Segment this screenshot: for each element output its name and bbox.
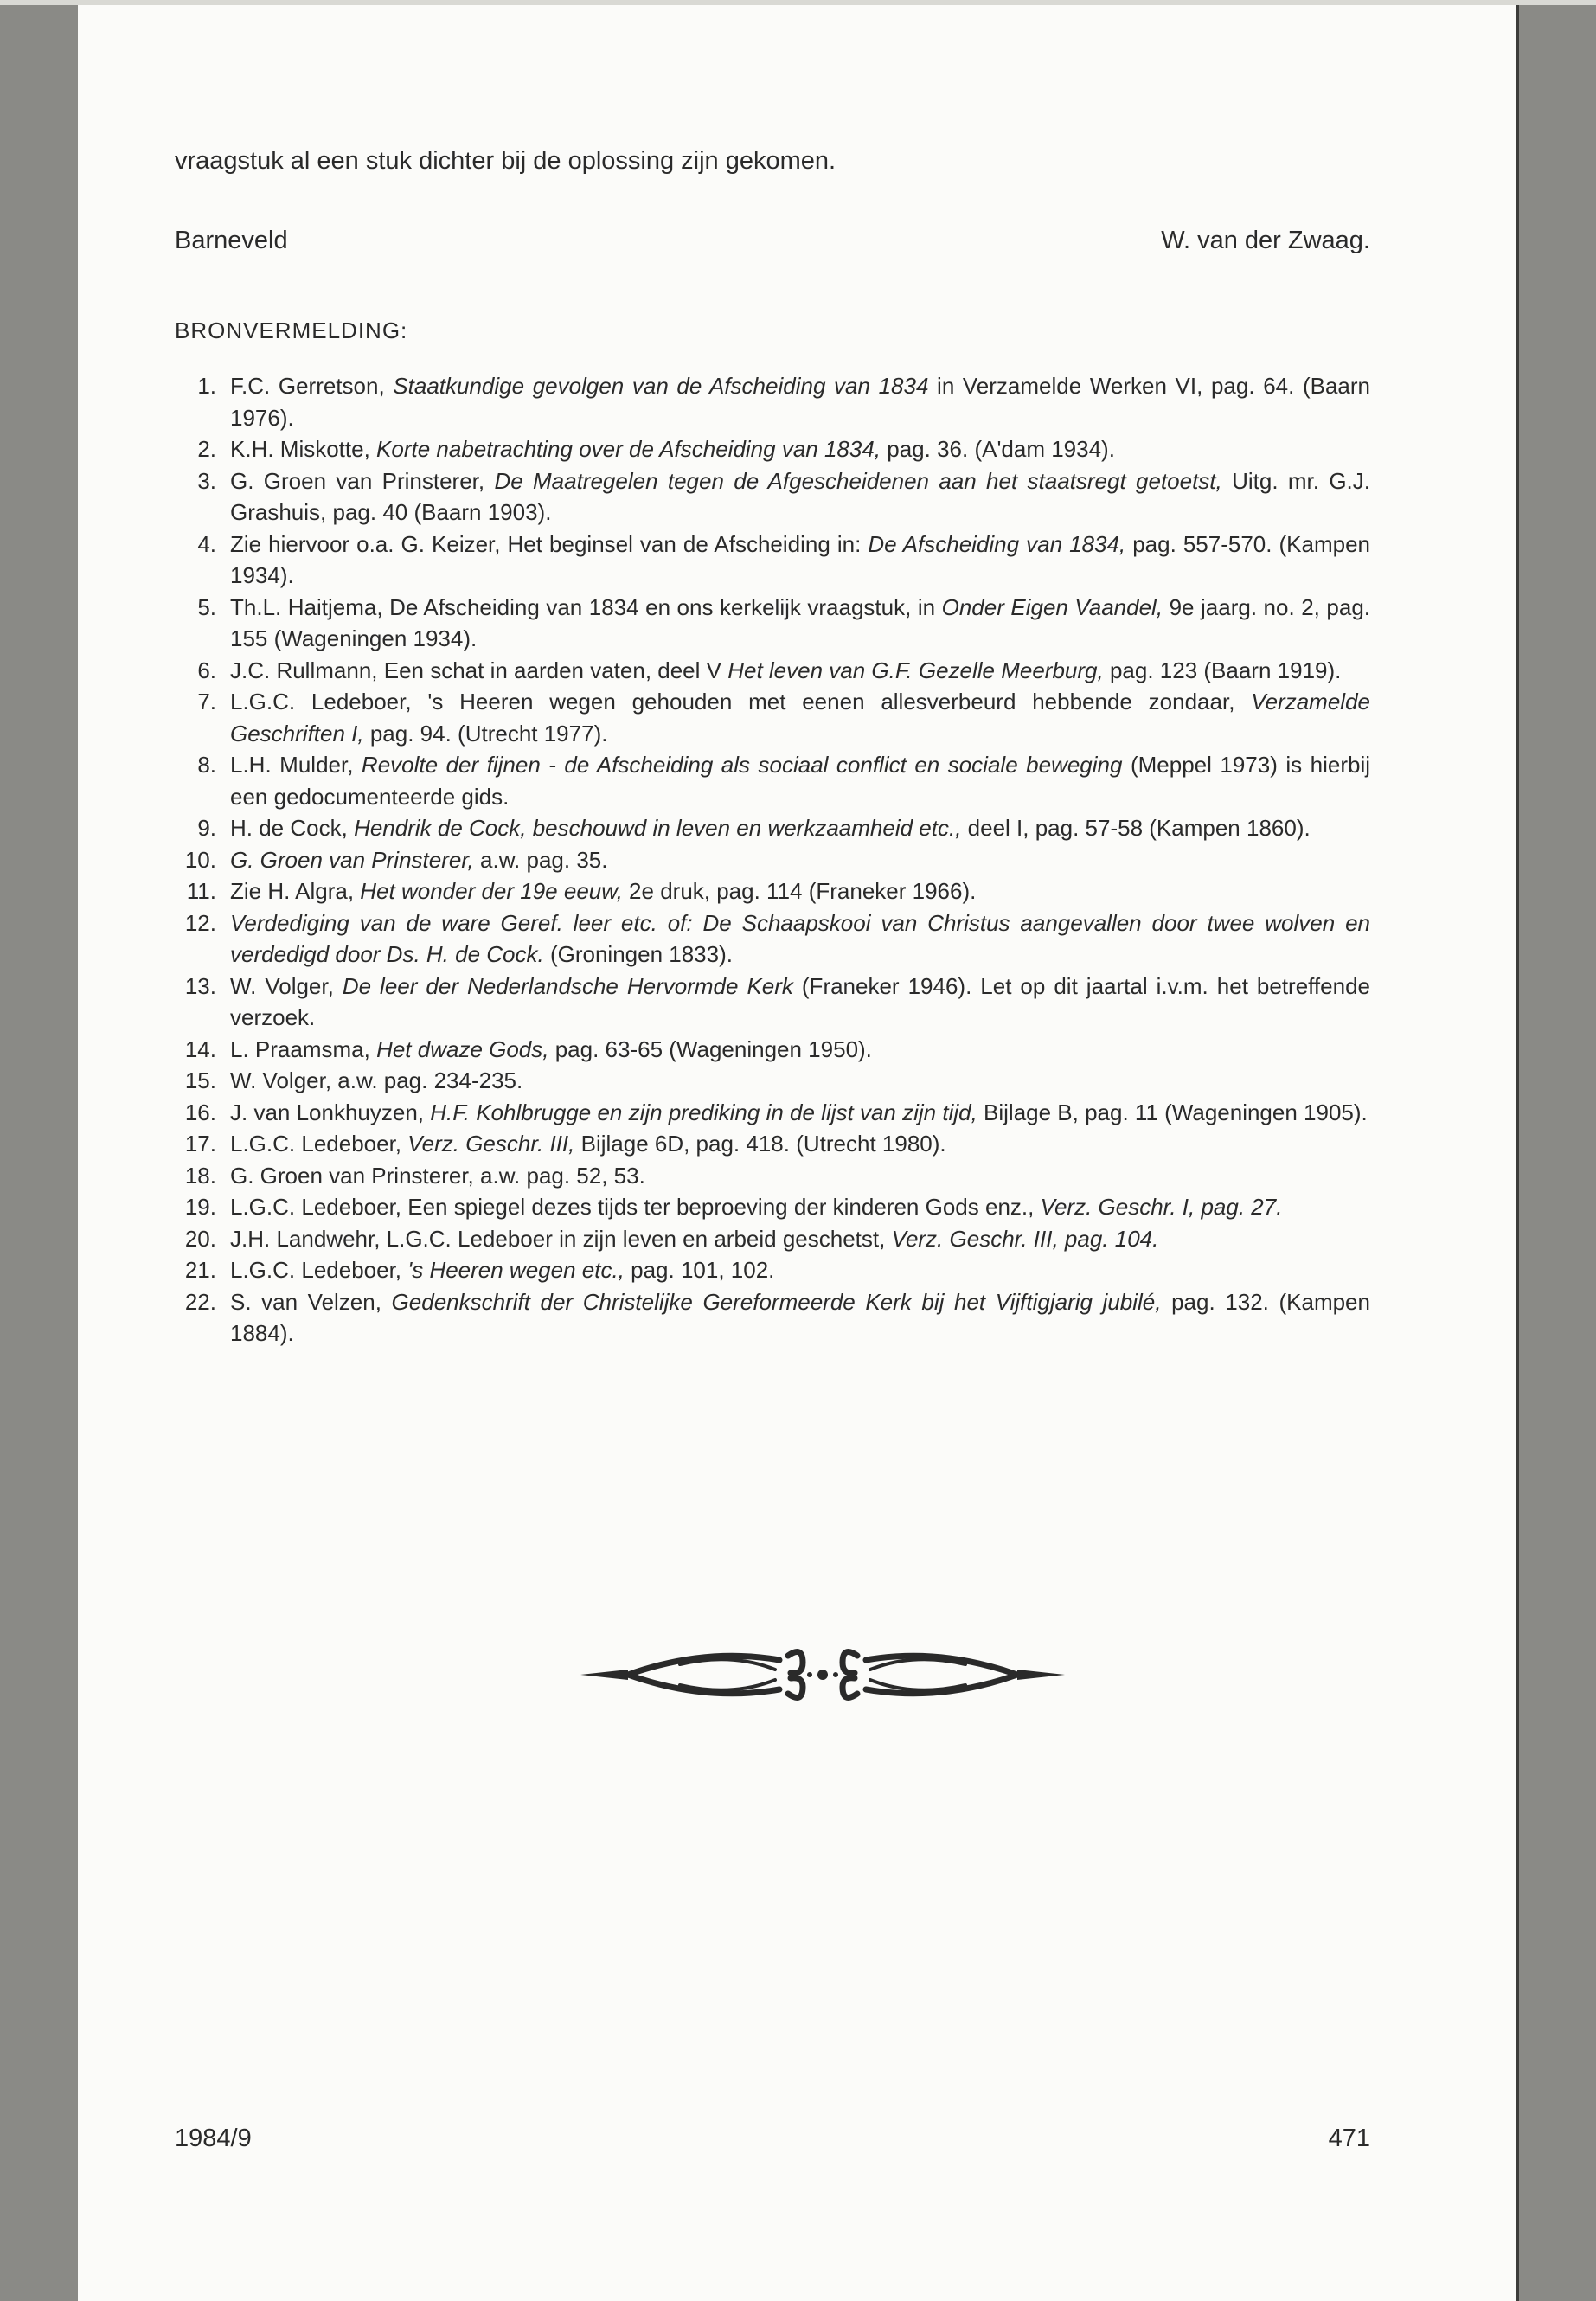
reference-title: De leer der Nederlandsche Hervormde Kerk: [342, 972, 793, 999]
reference-number: 4.: [197, 530, 216, 557]
reference-text: Zie H. Algra,: [230, 878, 361, 904]
reference-item: [175, 971, 1370, 1034]
reference-text: (Groningen 1833).: [543, 941, 733, 967]
reference-number: 11.: [186, 878, 216, 904]
reference-number: 14.: [184, 1035, 216, 1062]
footer-issue: 1984/9: [175, 2125, 252, 2152]
reference-number: 8.: [197, 752, 216, 778]
reference-title: Onder Eigen Vaandel,: [941, 593, 1163, 620]
reference-text: pag. 36. (A'dam 1934).: [881, 436, 1115, 462]
reference-text: pag. 63-65 (Wageningen 1950).: [548, 1035, 872, 1062]
reference-title: G. Groen van Prinsterer,: [230, 846, 474, 873]
reference-text: W. Volger,: [230, 972, 343, 999]
reference-item: [175, 655, 1370, 687]
reference-item: [175, 812, 1370, 844]
closing-line: vraagstuk al een stuk dichter bij de oplossing zijn gekomen.: [175, 147, 836, 175]
reference-title: Verz. Geschr. I, pag. 27.: [1040, 1194, 1283, 1220]
document-page: [80, 5, 1516, 2301]
reference-title: Verz. Geschr. III, pag. 104.: [891, 1225, 1159, 1252]
reference-number: 21.: [184, 1257, 216, 1283]
reference-title: Het wonder der 19e eeuw,: [360, 878, 623, 904]
reference-text: W. Volger, a.w. pag. 234-235.: [230, 1067, 523, 1093]
scan-margin-right: [1516, 0, 1596, 2301]
reference-number: 9.: [197, 815, 216, 841]
reference-text: L.G.C. Ledeboer, Een spiegel dezes tijds ter beproeving der kinderen Gods enz.,: [230, 1194, 1041, 1220]
reference-title: De Afscheiding van 1834,: [868, 530, 1126, 557]
reference-number: 7.: [197, 689, 216, 715]
reference-text: J. van Lonkhuyzen,: [230, 1099, 431, 1125]
reference-item: [175, 875, 1370, 907]
reference-item: [175, 1034, 1370, 1066]
reference-text: (Franeker 1946). Let op dit jaartal i.v.m. het betreffende verzoek.: [230, 972, 1370, 1030]
reference-item: [175, 1286, 1370, 1349]
scan-margin-left: [0, 0, 78, 2301]
reference-number: 3.: [197, 467, 216, 494]
reference-number: 22.: [184, 1288, 216, 1315]
reference-text: Uitg. mr. G.J. Grashuis, pag. 40 (Baarn 1903).: [230, 467, 1370, 525]
reference-text: pag. 101, 102.: [624, 1257, 775, 1283]
reference-text: J.H. Landwehr, L.G.C. Ledeboer in zijn leven en arbeid geschetst,: [230, 1225, 892, 1252]
reference-number: 16.: [184, 1099, 216, 1125]
reference-title: Korte nabetrachting over de Afscheiding van 1834,: [376, 436, 881, 462]
reference-title: Verzamelde Geschriften I,: [230, 689, 1370, 747]
reference-text: G. Groen van Prinsterer,: [230, 467, 495, 494]
reference-text: deel I, pag. 57-58 (Kampen 1860).: [961, 815, 1311, 841]
reference-item: [175, 465, 1370, 529]
place: Barneveld: [175, 227, 288, 254]
reference-text: J.C. Rullmann, Een schat in aarden vaten, deel V: [230, 657, 728, 683]
reference-text: Zie hiervoor o.a. G. Keizer, Het beginsel van de Afscheiding in:: [230, 530, 869, 557]
reference-number: 13.: [184, 972, 216, 999]
reference-item: [175, 1065, 1370, 1097]
sources-heading: BRONVERMELDING:: [175, 317, 408, 343]
reference-text: pag. 123 (Baarn 1919).: [1103, 657, 1342, 683]
reference-title: Het leven van G.F. Gezelle Meerburg,: [727, 657, 1104, 683]
reference-text: G. Groen van Prinsterer, a.w. pag. 52, 53.: [230, 1162, 645, 1189]
reference-item: [175, 749, 1370, 812]
reference-title: De Maatregelen tegen de Afgescheidenen aan het staatsregt getoetst,: [494, 467, 1222, 494]
reference-text: pag. 557-570. (Kampen 1934).: [230, 530, 1371, 588]
reference-title: Staatkundige gevolgen van de Afscheiding van 1834: [393, 373, 929, 399]
reference-number: 20.: [184, 1225, 216, 1252]
reference-text: 9e jaarg. no. 2, pag. 155 (Wageningen 1934).: [230, 593, 1371, 651]
reference-item: [175, 529, 1370, 592]
reference-text: S. van Velzen,: [230, 1288, 392, 1315]
scroll-ornament-icon: [576, 1630, 1069, 1716]
reference-text: Bijlage B, pag. 11 (Wageningen 1905).: [977, 1099, 1368, 1125]
reference-number: 2.: [197, 436, 216, 462]
reference-text: F.C. Gerretson,: [230, 373, 394, 399]
reference-item: [175, 1254, 1370, 1286]
reference-title: 's Heeren wegen etc.,: [407, 1257, 625, 1283]
author: W. van der Zwaag.: [1161, 227, 1370, 254]
reference-text: pag. 132. (Kampen 1884).: [230, 1288, 1370, 1346]
reference-number: 19.: [184, 1194, 216, 1220]
reference-title: Verz. Geschr. III,: [407, 1131, 575, 1157]
reference-item: [175, 844, 1370, 876]
reference-text: L.G.C. Ledeboer,: [230, 1131, 408, 1157]
reference-number: 12.: [184, 909, 216, 936]
reference-number: 1.: [197, 373, 216, 399]
reference-text: L.G.C. Ledeboer,: [230, 1257, 408, 1283]
reference-text: (Meppel 1973) is hierbij een gedocumenteerde gids.: [230, 752, 1370, 810]
reference-text: L. Praamsma,: [230, 1035, 377, 1062]
reference-title: Hendrik de Cock, beschouwd in leven en werkzaamheid etc.,: [354, 815, 962, 841]
reference-number: 6.: [197, 657, 216, 683]
reference-text: in Verzamelde Werken VI, pag. 64. (Baarn 1976).: [230, 373, 1370, 431]
page-body: [175, 144, 1370, 1349]
reference-item: [175, 1223, 1370, 1255]
reference-item: [175, 686, 1370, 749]
reference-text: Bijlage 6D, pag. 418. (Utrecht 1980).: [574, 1131, 946, 1157]
reference-title: Revolte der fijnen - de Afscheiding als sociaal conflict en sociale beweging: [361, 752, 1123, 778]
reference-text: 2e druk, pag. 114 (Franeker 1966).: [622, 878, 977, 904]
reference-text: H. de Cock,: [230, 815, 355, 841]
reference-number: 10.: [184, 846, 216, 873]
page-edge: [1516, 0, 1519, 2301]
reference-text: Th.L. Haitjema, De Afscheiding van 1834 en ons kerkelijk vraagstuk, in: [230, 593, 942, 620]
reference-item: [175, 433, 1370, 465]
reference-text: L.G.C. Ledeboer, 's Heeren wegen gehouden met eenen allesverbeurd hebbende zondaar,: [230, 689, 1252, 715]
reference-title: H.F. Kohlbrugge en zijn prediking in de lijst van zijn tijd,: [430, 1099, 977, 1125]
reference-text: a.w. pag. 35.: [473, 846, 608, 873]
reference-title: Verdediging van de ware Geref. leer etc. of: De Schaapskooi van Christus aangevallen door twee wolven en verdedigd door Ds. H. de Cock.: [230, 909, 1370, 967]
reference-text: L.H. Mulder,: [230, 752, 362, 778]
signature-line: [175, 223, 1370, 258]
reference-item: [175, 592, 1370, 655]
reference-list: [175, 370, 1370, 1349]
footer-page-number: 471: [1328, 2125, 1370, 2152]
reference-item: [175, 370, 1370, 433]
reference-item: [175, 1097, 1370, 1129]
reference-number: 18.: [184, 1162, 216, 1189]
reference-number: 15.: [184, 1067, 216, 1093]
reference-text: pag. 94. (Utrecht 1977).: [363, 720, 608, 747]
reference-number: 5.: [197, 593, 216, 620]
reference-item: [175, 907, 1370, 971]
reference-number: 17.: [184, 1131, 216, 1157]
reference-title: Gedenkschrift der Christelijke Gereformeerde Kerk bij het Vijftigjarig jubilé,: [391, 1288, 1162, 1315]
reference-item: [175, 1160, 1370, 1192]
reference-item: [175, 1128, 1370, 1160]
reference-text: K.H. Miskotte,: [230, 436, 377, 462]
reference-title: Het dwaze Gods,: [376, 1035, 549, 1062]
reference-item: [175, 1191, 1370, 1223]
